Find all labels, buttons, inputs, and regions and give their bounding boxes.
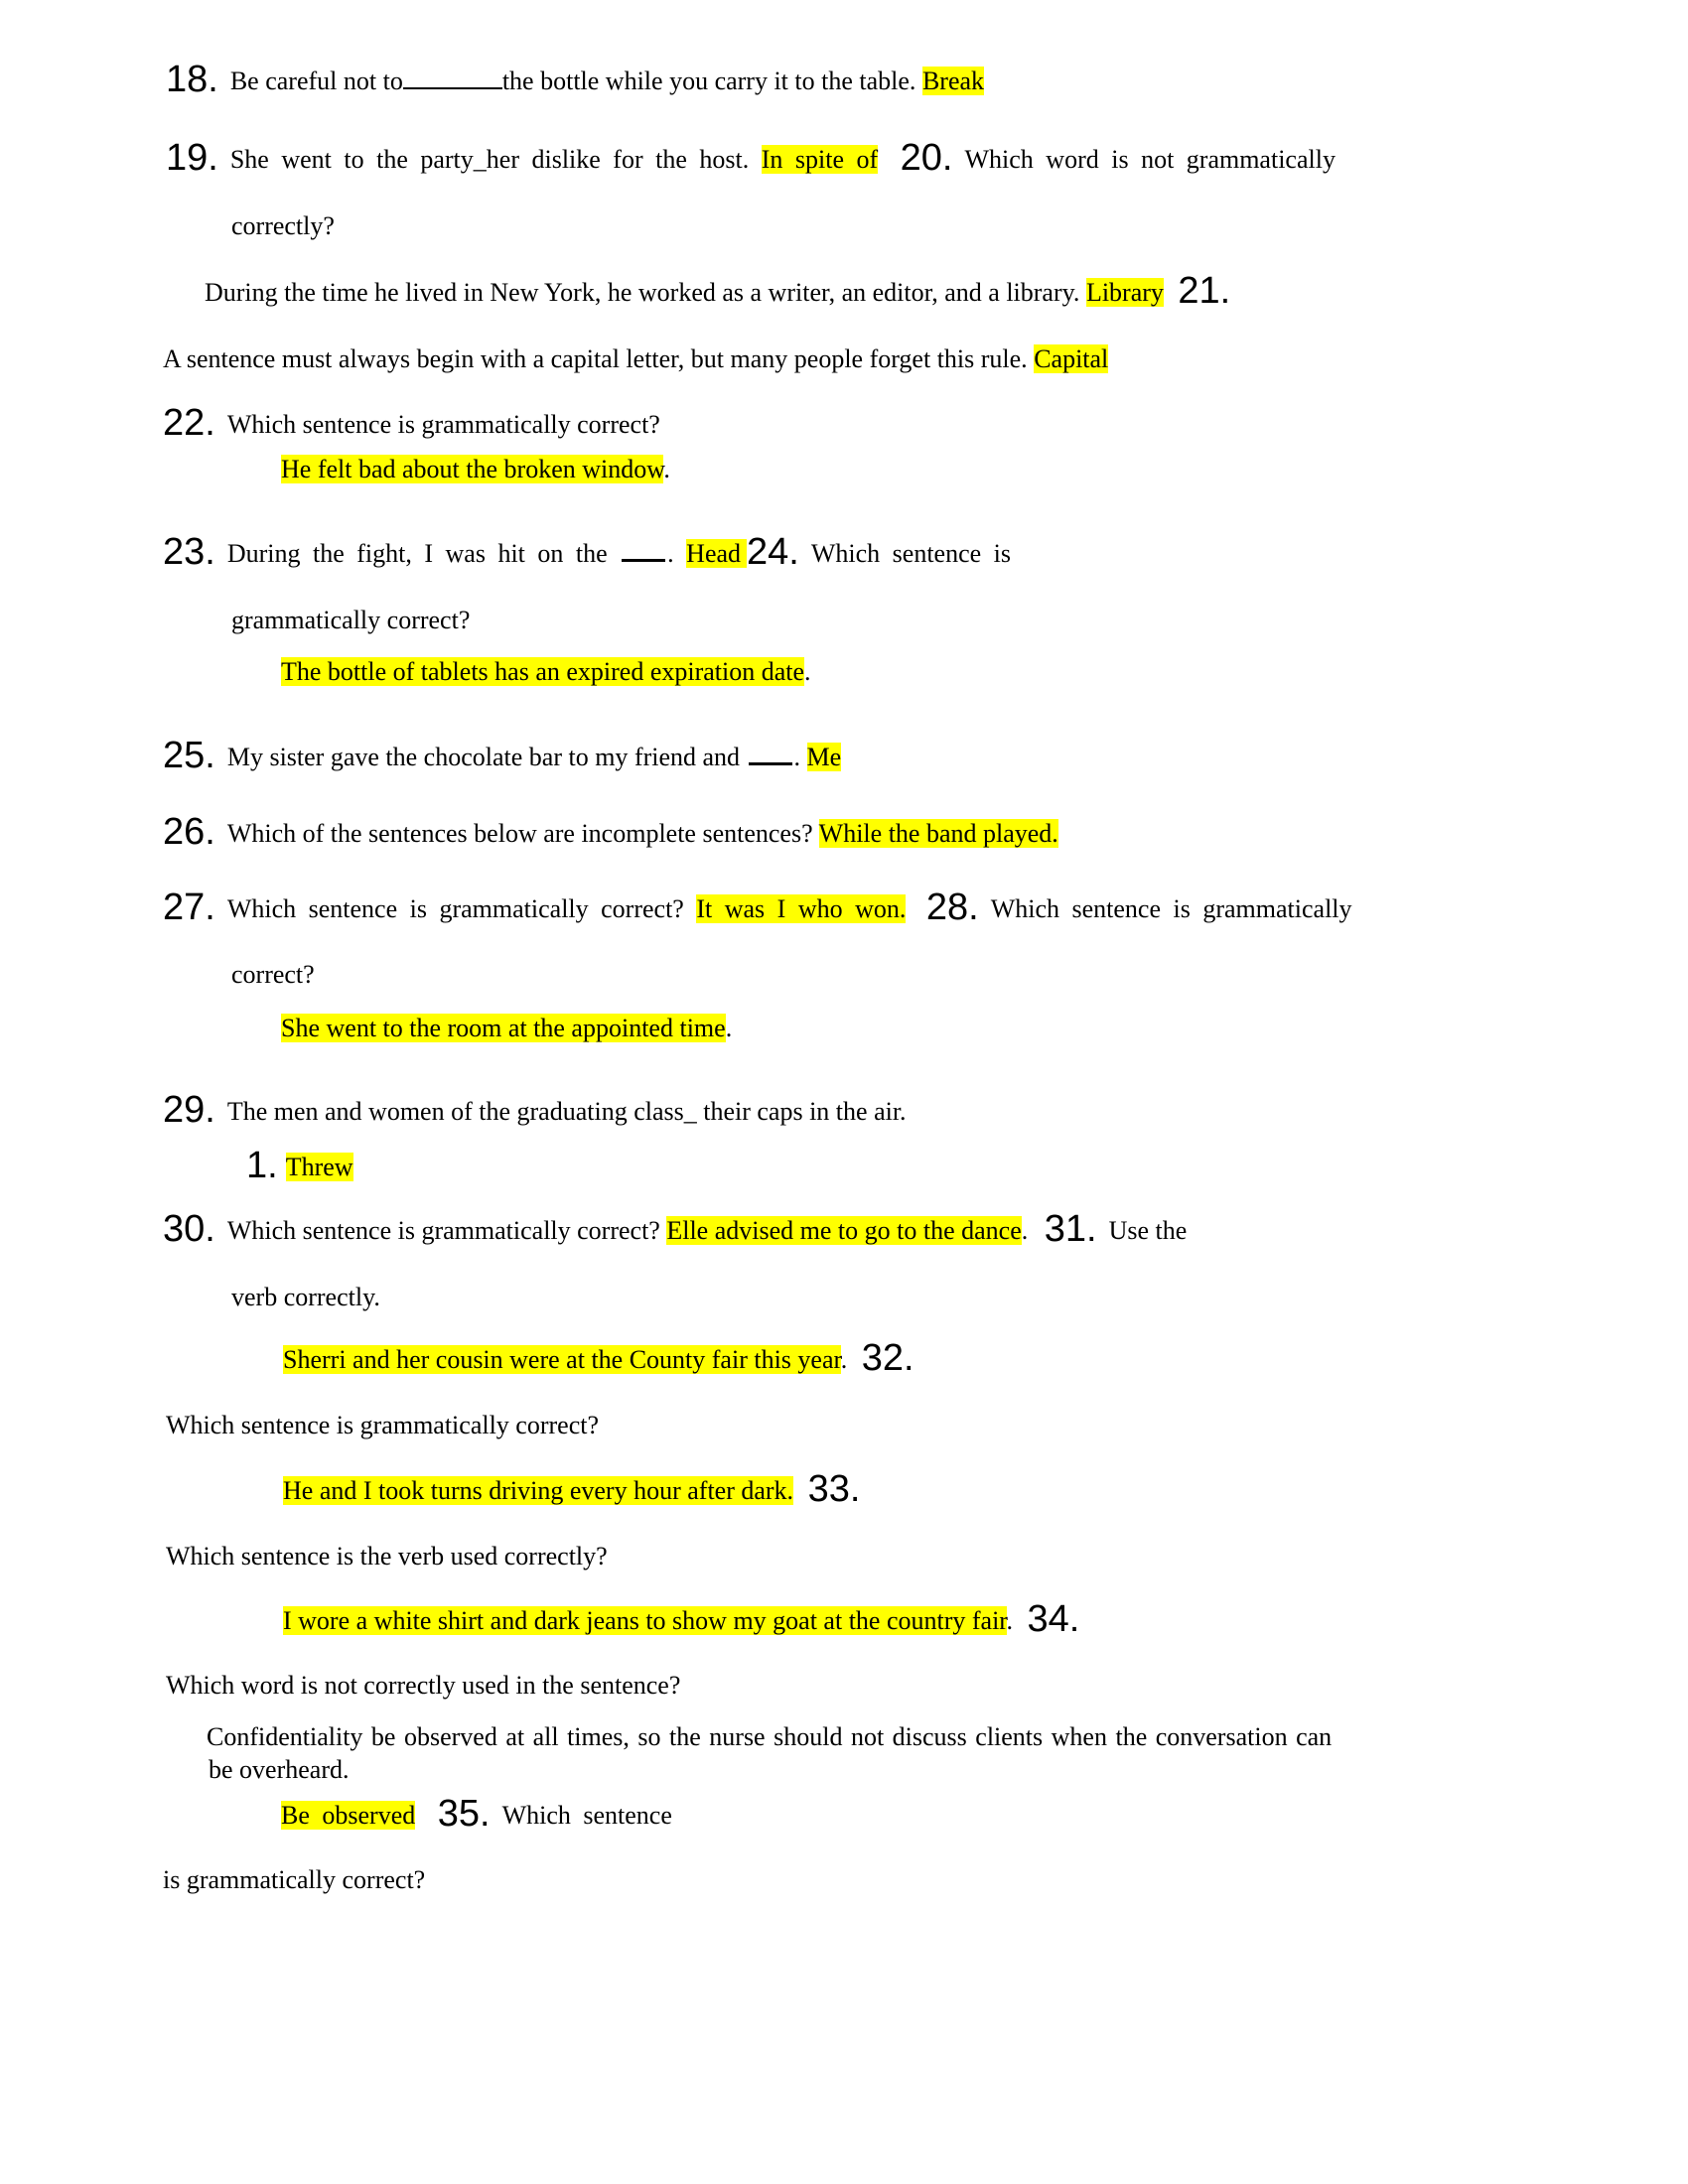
answer-blank	[749, 745, 792, 765]
question-text: Which sentence is grammatically correct?	[226, 894, 684, 923]
question-22-answer	[281, 448, 670, 490]
question-text: Which sentence is	[810, 539, 1012, 568]
question-text: The men and women of the graduating class_ their caps in the air.	[226, 1097, 907, 1126]
question-27	[163, 887, 1352, 929]
question-22	[163, 402, 660, 445]
punctuation: .	[1021, 1216, 1029, 1245]
question-number: 29.	[163, 1089, 215, 1131]
question-18	[166, 59, 984, 101]
question-32-text: Which sentence is grammatically correct?	[166, 1411, 600, 1439]
question-number: 22.	[163, 402, 215, 444]
question-number: 30.	[163, 1208, 215, 1250]
question-34-sentence-line1: Confidentiality be observed at all times, so the nurse should not discuss clients when the conversation can	[207, 1722, 1333, 1751]
question-text: She went to the party_her dislike for the host.	[229, 145, 750, 174]
punctuation: .	[1006, 1606, 1014, 1635]
highlighted-answer: Threw	[285, 1153, 353, 1181]
highlighted-answer: Elle advised me to go to the dance	[666, 1216, 1022, 1245]
question-24-answer	[281, 650, 811, 693]
question-number: 27.	[163, 887, 215, 928]
question-text: the bottle while you carry it to the table.	[501, 67, 916, 95]
question-number: 21.	[1178, 270, 1231, 312]
question-34-sentence-line2: be overheard.	[209, 1755, 350, 1784]
question-20-sentence	[205, 270, 1242, 313]
question-20-continued: correctly?	[231, 211, 335, 240]
question-35-continued: is grammatically correct?	[163, 1865, 426, 1894]
sentence-text: During the time he lived in New York, he worked as a writer, an editor, and a library.	[205, 278, 1080, 307]
question-25	[163, 735, 841, 777]
question-33-text: Which sentence is the verb used correctly?	[166, 1542, 608, 1570]
question-number: 31.	[1044, 1208, 1097, 1250]
question-30	[163, 1208, 1187, 1251]
highlighted-answer: Library	[1085, 278, 1164, 307]
question-21-sentence	[163, 338, 1108, 380]
question-text: My sister gave the chocolate bar to my friend and	[226, 743, 741, 771]
question-number: 24.	[747, 531, 799, 573]
question-text: Which sentence	[501, 1801, 672, 1830]
question-number: 32.	[861, 1337, 914, 1379]
question-text: Which word is not grammatically	[964, 145, 1336, 174]
question-text: Which sentence is grammatically correct?	[226, 1216, 660, 1245]
question-29	[163, 1089, 907, 1132]
question-29-option	[246, 1145, 353, 1187]
question-number: 20.	[900, 137, 953, 179]
question-text: Use the	[1108, 1216, 1188, 1245]
punctuation: .	[663, 455, 670, 483]
highlighted-answer: He and I took turns driving every hour after dark.	[283, 1476, 794, 1505]
answer-blank	[403, 68, 502, 89]
question-number: 34.	[1027, 1598, 1080, 1640]
highlighted-answer: In spite of	[761, 145, 879, 174]
question-text: Be careful not to	[229, 67, 403, 95]
highlighted-answer: The bottle of tablets has an expired expiration date	[281, 657, 805, 686]
question-28-continued: correct?	[231, 960, 315, 989]
option-number: 1.	[246, 1145, 278, 1186]
question-33-answer	[283, 1598, 1091, 1641]
question-31-continued: verb correctly.	[231, 1283, 380, 1311]
highlighted-answer: Head	[686, 539, 747, 568]
highlighted-answer: I wore a white shirt and dark jeans to show my goat at the country fair	[283, 1606, 1007, 1635]
question-26	[163, 811, 1058, 854]
punctuation: .	[804, 657, 811, 686]
punctuation: .	[725, 1014, 733, 1042]
question-number: 18.	[166, 59, 218, 100]
punctuation: .	[667, 539, 674, 568]
question-number: 33.	[807, 1468, 861, 1510]
question-19	[166, 137, 1336, 180]
sentence-text: A sentence must always begin with a capital letter, but many people forget this rule.	[163, 344, 1028, 373]
question-number: 28.	[925, 887, 979, 928]
question-28-answer	[281, 1007, 732, 1049]
highlighted-answer: She went to the room at the appointed time	[281, 1014, 726, 1042]
question-text: Which sentence is grammatically	[990, 894, 1352, 923]
question-number: 26.	[163, 811, 215, 853]
question-number: 35.	[437, 1793, 491, 1835]
highlighted-answer: Be observed	[281, 1801, 416, 1830]
highlighted-answer: Capital	[1034, 344, 1109, 373]
question-34-answer	[281, 1793, 672, 1836]
question-text: Which of the sentences below are incomplete sentences?	[226, 819, 813, 848]
question-31-answer	[283, 1337, 926, 1380]
question-34-text: Which word is not correctly used in the sentence?	[166, 1671, 681, 1700]
question-number: 23.	[163, 531, 215, 573]
punctuation: .	[840, 1345, 848, 1374]
question-number: 25.	[163, 735, 215, 776]
question-24-continued: grammatically correct?	[231, 606, 471, 634]
question-23	[163, 531, 1011, 574]
answer-blank	[622, 541, 665, 562]
question-text: Which sentence is grammatically correct?	[226, 410, 660, 439]
highlighted-answer: Break	[921, 67, 985, 95]
question-32-answer	[283, 1468, 872, 1511]
highlighted-answer: He felt bad about the broken window	[281, 455, 664, 483]
question-text: During the fight, I was hit on the	[226, 539, 608, 568]
highlighted-answer: Sherri and her cousin were at the County fair this year	[283, 1345, 841, 1374]
highlighted-answer: While the band played.	[818, 819, 1058, 848]
punctuation: .	[793, 743, 801, 771]
highlighted-answer: Me	[806, 743, 842, 771]
question-number: 19.	[166, 137, 218, 179]
highlighted-answer: It was I who won.	[696, 894, 907, 923]
